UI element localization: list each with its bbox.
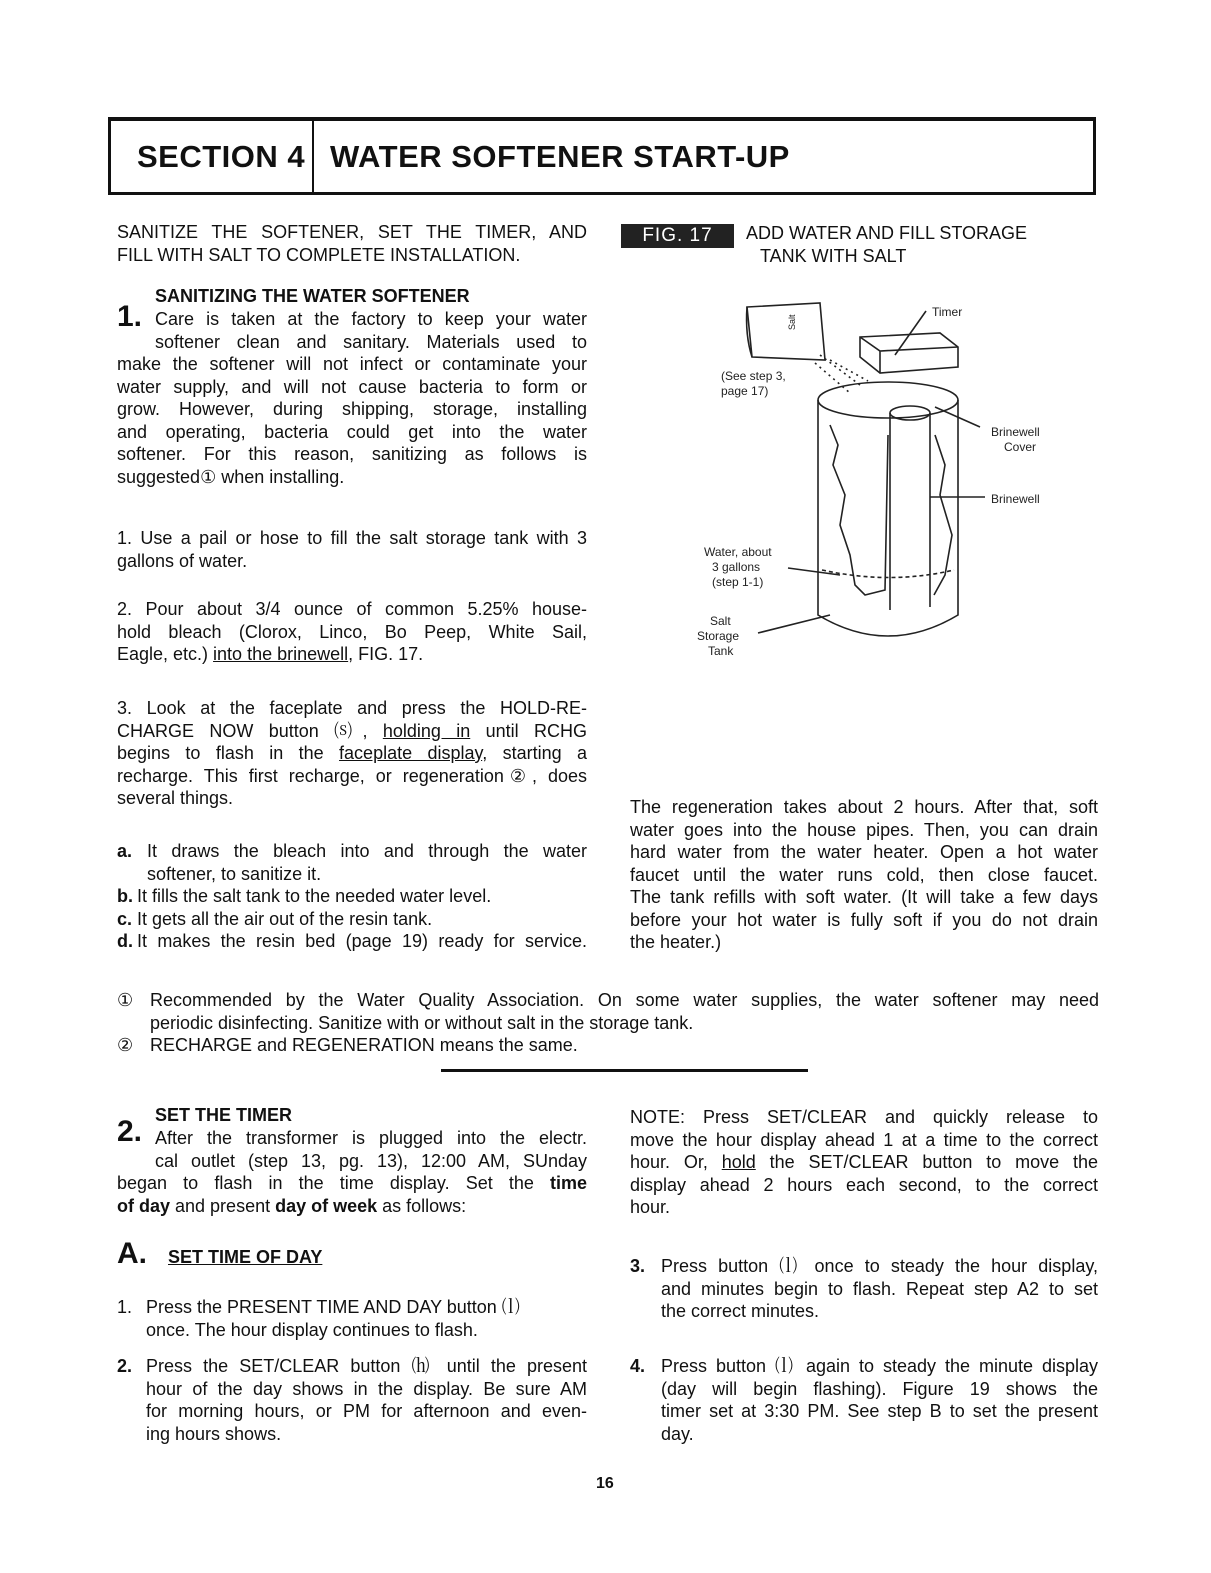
regen-line: faucet until the water runs cold, then close faucet. [630, 864, 1098, 885]
step-2-line: cal outlet (step 13, pg. 13), 12:00 AM, SUnday [155, 1150, 587, 1171]
step-1-line: softener. For this reason, sanitizing as follows is [117, 444, 587, 464]
item-line: day. [661, 1423, 694, 1444]
salt-bag-text: Salt [787, 314, 797, 330]
item-line: timer set at 3:30 PM. See step B to set the present [661, 1401, 1098, 1421]
step-a-3-wrap [630, 1255, 1098, 1323]
item-line: It makes the resin bed (page 19) ready for service. [137, 931, 587, 951]
item-number: 4. [630, 1356, 646, 1376]
faceplate-display-underlined: faceplate display [339, 743, 483, 763]
intro-line-1: SANITIZE THE SOFTENER, SET THE TIMER, AND [117, 222, 587, 242]
step-2-text: as follows: [377, 1195, 467, 1216]
step-1-sub-2 [117, 598, 587, 666]
label-water-2: 3 gallons [712, 560, 761, 574]
list-item [117, 908, 587, 931]
note-line: display ahead 2 hours each second, to the correct [630, 1174, 1098, 1195]
sub-3-text: begins to flash in the [117, 743, 340, 763]
set-a-letter: A. [117, 1237, 147, 1270]
label-salt-1: Salt [710, 614, 731, 628]
sub-1-line-1: 1. Use a pail or hose to fill the salt storage tank with 3 [117, 528, 587, 548]
step-1-line: and operating, bacteria could get into the water [117, 421, 587, 442]
section-divider [441, 1069, 808, 1072]
step-a-4 [630, 1355, 1098, 1445]
footnote-1 [117, 989, 1099, 1034]
step-2-heading: SET THE TIMER [155, 1105, 293, 1125]
sub-3-text: CHARGE NOW button ⒮, [117, 720, 383, 741]
step-1-items [117, 840, 587, 953]
item-number: 2. [117, 1356, 133, 1376]
step-1-heading: SANITIZING THE WATER SOFTENER [155, 286, 470, 306]
label-water-1: Water, about [704, 545, 772, 559]
list-item [117, 930, 587, 953]
brinewell-underlined: into the brinewell [213, 644, 349, 664]
sub-2-text: , FIG. 17. [348, 644, 424, 664]
section-number: SECTION 4 [137, 139, 306, 174]
sub-3-line-3 [117, 742, 587, 765]
brinewell-walls [890, 413, 930, 610]
step-2-bold: of day [117, 1195, 171, 1216]
sub-2-text: Eagle, etc.) [117, 644, 214, 664]
note [630, 1106, 1098, 1219]
set-a-heading: SET TIME OF DAY [168, 1247, 323, 1267]
step-a-4-wrap [630, 1355, 1098, 1445]
item-number: 1. [117, 1297, 133, 1317]
note-line: move the hour display ahead 1 at a time to the correct [630, 1129, 1098, 1150]
note-line: NOTE: Press SET/CLEAR and quickly release to [630, 1107, 1098, 1127]
water-softener-illustration [690, 285, 1090, 675]
header-divider [312, 121, 314, 192]
item-line: ing hours shows. [146, 1423, 282, 1444]
figure-caption [746, 222, 1086, 267]
regen-line: water goes into the house pipes. Then, you can drain [630, 819, 1098, 840]
footnote-1-mark: ① [117, 990, 134, 1010]
item-letter: d. [117, 931, 133, 951]
step-2-body [117, 1127, 587, 1217]
item-line: (day will begin flashing). Figure 19 shows the [661, 1378, 1098, 1399]
footnote-1-line-1: Recommended by the Water Quality Association. On some water supplies, the water softener may need [150, 990, 1099, 1010]
set-a-item-2 [117, 1355, 587, 1445]
label-water-3: (step 1-1) [712, 575, 764, 589]
step-1-line: grow. However, during shipping, storage, installing [117, 399, 587, 419]
set-a-item-1-wrap [117, 1296, 587, 1341]
step-1-sub-3 [117, 697, 587, 810]
sub-1-line-2: gallons of water. [117, 550, 248, 571]
intro-line-2: FILL WITH SALT TO COMPLETE INSTALLATION. [117, 244, 521, 265]
sub-3-line-2 [117, 720, 587, 743]
step-1-line: suggested① when installing. [117, 466, 345, 487]
figure-badge: FIG. 17 [621, 224, 734, 248]
item-line: Press button ⒧ again to steady the minute display [661, 1356, 1098, 1376]
sub-2-line-3 [117, 643, 587, 666]
step-2-line [117, 1195, 587, 1218]
section-header [108, 117, 1096, 195]
item-line: It fills the salt tank to the needed water level. [137, 886, 492, 906]
item-line: the correct minutes. [661, 1301, 820, 1321]
step-2-bold: time [549, 1173, 587, 1193]
step-1-line: softener clean and sanitary. Materials used to [155, 331, 587, 352]
item-line: softener, to sanitize it. [147, 863, 322, 884]
footnote-2 [117, 1034, 1099, 1057]
regen-line: before your hot water is fully soft if you do not drain [630, 909, 1098, 930]
sub-3-text: until RCHG [470, 720, 587, 741]
footnote-2-mark: ② [117, 1035, 134, 1055]
list-item [117, 885, 587, 908]
footnotes [117, 989, 1099, 1057]
footnote-1-line-2: periodic disinfecting. Sanitize with or without salt in the storage tank. [150, 1012, 694, 1033]
sub-2-line-2: hold bleach (Clorox, Linco, Bo Peep, White Sail, [117, 621, 587, 642]
salt-storage-leader [758, 615, 830, 633]
note-line: hour. [630, 1197, 671, 1217]
sub-3-line-5: several things. [117, 788, 234, 808]
regen-line: The regeneration takes about 2 hours. After that, soft [630, 797, 1098, 817]
step-1-line: water supply, and will not cause bacteria to form or [117, 376, 587, 397]
item-line: once. The hour display continues to flash. [146, 1319, 478, 1340]
footnote-2-line: RECHARGE and REGENERATION means the same. [150, 1035, 578, 1055]
regen-line: the heater.) [630, 932, 722, 952]
item-line: Press the PRESENT TIME AND DAY button ⒧ [146, 1297, 520, 1317]
sub-3-line-1: 3. Look at the faceplate and press the HOLD-RE- [117, 698, 587, 718]
set-a-item-1 [117, 1296, 587, 1341]
item-line: hour of the day shows in the display. Be sure AM [146, 1378, 587, 1399]
figure-caption-line-2: TANK WITH SALT [760, 245, 907, 266]
item-line: for morning hours, or PM for afternoon and even- [146, 1401, 587, 1421]
regen-line: hard water from the water heater. Open a hot water [630, 842, 1098, 862]
label-brinewell-cover-1: Brinewell [991, 425, 1040, 439]
sub-2-line-1: 2. Pour about 3/4 ounce of common 5.25% house- [117, 599, 587, 619]
sub-3-text: , starting a [482, 743, 587, 763]
item-letter: a. [117, 841, 133, 861]
section-title: WATER SOFTENER START-UP [330, 139, 790, 174]
label-see-page: page 17) [721, 384, 769, 398]
water-level-line [822, 570, 954, 578]
step-2-text: began to flash in the time display. Set the [117, 1173, 550, 1193]
label-brinewell: Brinewell [991, 492, 1040, 506]
step-1-line: Care is taken at the factory to keep your water [155, 309, 587, 329]
step-a-3 [630, 1255, 1098, 1323]
hold-underlined: hold [721, 1152, 756, 1172]
label-salt-2: Storage [697, 629, 740, 643]
step-1-number: 1. [117, 300, 143, 333]
label-brinewell-cover-2: Cover [1004, 440, 1037, 454]
note-line [630, 1151, 1098, 1174]
note-text: the SET/CLEAR button to move the [755, 1152, 1098, 1172]
item-letter: b. [117, 886, 133, 906]
sub-3-line-4: recharge. This first recharge, or regeneration②, does [117, 765, 587, 786]
step-2-line: After the transformer is plugged into the electr. [155, 1128, 587, 1148]
step-1-sub-1 [117, 527, 587, 572]
figure-caption-line-1: ADD WATER AND FILL STORAGE [746, 223, 1028, 243]
item-line: Press the SET/CLEAR button ⒣ until the present [146, 1356, 587, 1376]
step-2-bold: day of week [275, 1195, 378, 1216]
item-line: It gets all the air out of the resin tank. [137, 908, 433, 929]
page-number: 16 [596, 1475, 614, 1492]
salt-pile-left [830, 425, 888, 595]
salt-bag [747, 303, 825, 360]
step-2-line [117, 1172, 587, 1195]
intro [117, 221, 587, 266]
step-1-line: make the softener will not infect or contaminate your [117, 354, 587, 374]
item-letter: c. [117, 908, 133, 929]
step-2-number: 2. [117, 1115, 143, 1148]
label-salt-3: Tank [708, 644, 734, 658]
holding-in-underlined: holding in [382, 720, 471, 741]
item-line: Press button ⒧ once to steady the hour display, [661, 1256, 1098, 1276]
step-1-body [117, 308, 587, 488]
item-number: 3. [630, 1256, 646, 1276]
item-line: and minutes begin to flash. Repeat step A2 to set [661, 1278, 1098, 1299]
regeneration-paragraph [630, 796, 1098, 954]
tank-top-ellipse [818, 382, 958, 418]
step-2-text: and present [170, 1195, 276, 1216]
timer-box [860, 333, 958, 373]
note-text: hour. Or, [630, 1152, 722, 1172]
list-item [117, 840, 587, 885]
label-see-step: (See step 3, [721, 369, 786, 383]
label-timer: Timer [932, 305, 963, 319]
set-a-item-2-wrap [117, 1355, 587, 1445]
regen-line: The tank refills with soft water. (It will take a few days [630, 887, 1098, 907]
item-line: It draws the bleach into and through the water [147, 841, 587, 861]
